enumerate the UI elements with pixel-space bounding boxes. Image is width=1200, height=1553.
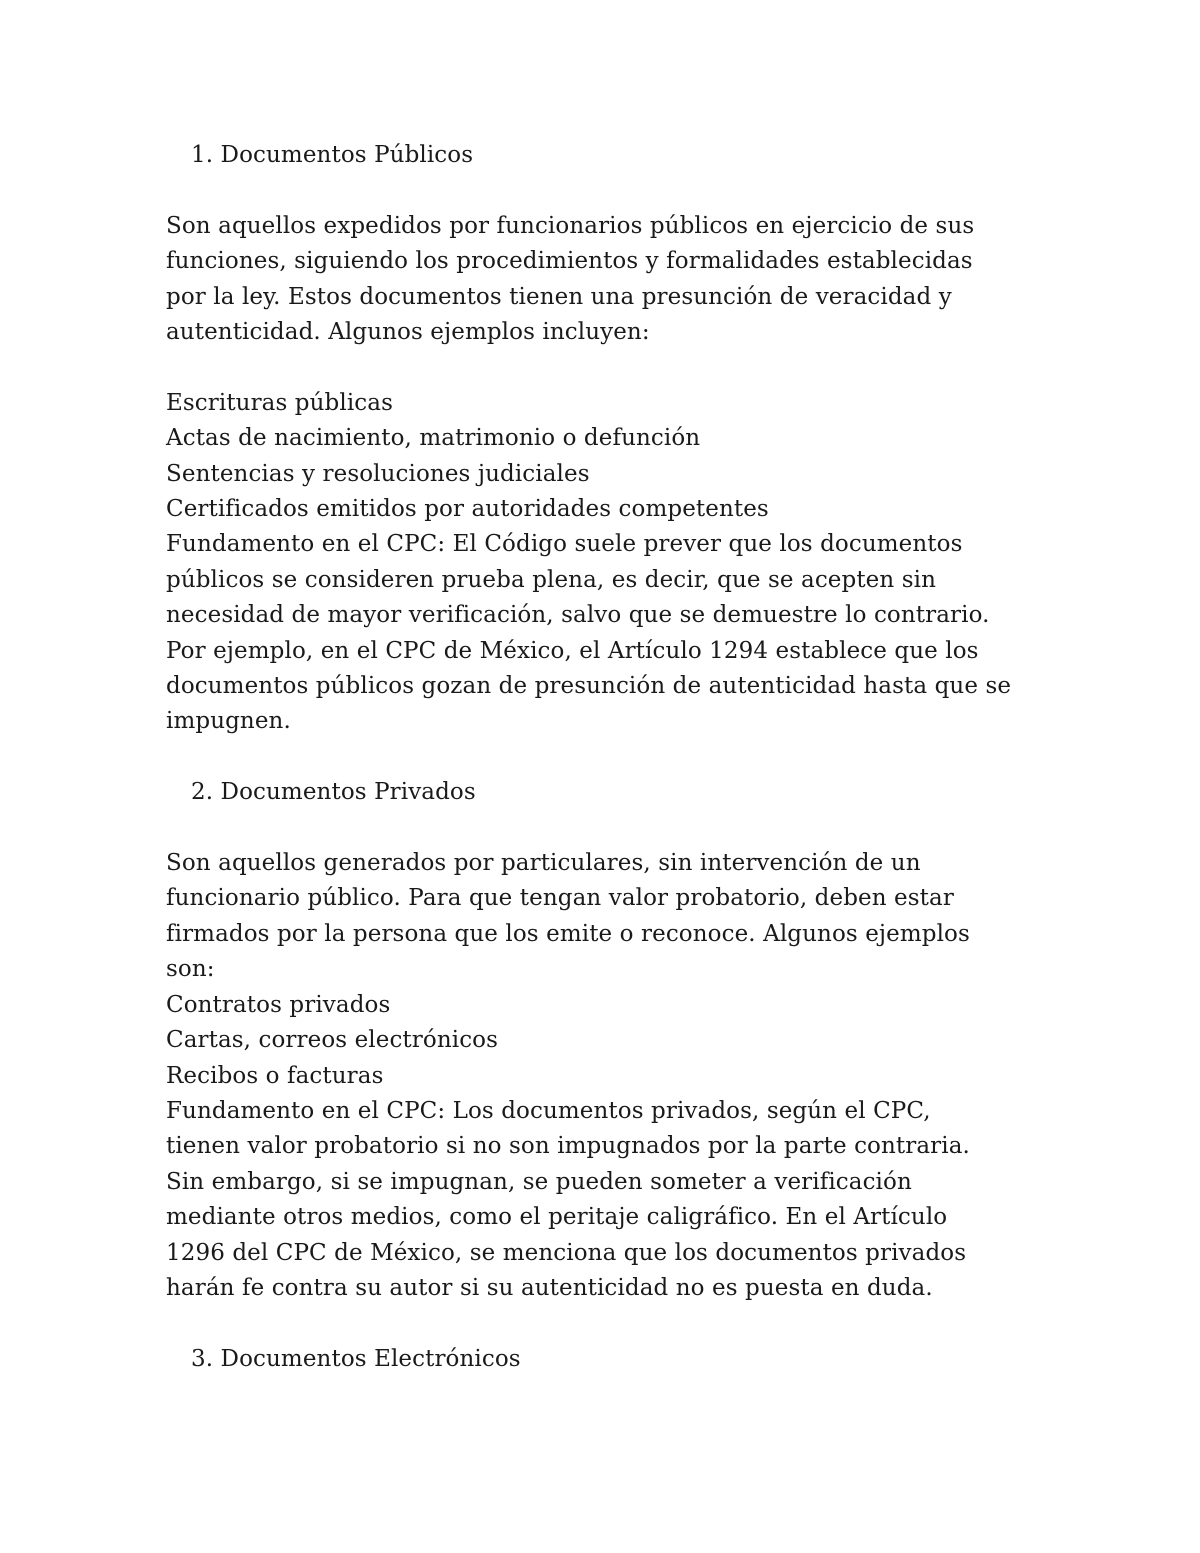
document-page (166, 138, 1066, 1377)
text-line: funciones, siguiendo los procedimientos y formalidades establecidas (166, 248, 973, 275)
text-line: funcionario público. Para que tengan valor probatorio, deben estar (166, 885, 954, 912)
text-line: harán fe contra su autor si su autenticidad no es puesta en duda. (166, 1274, 933, 1301)
text-line: Fundamento en el CPC: El Código suele prever que los documentos (166, 531, 963, 558)
list-item: Escrituras públicas (166, 389, 393, 416)
list-item: Contratos privados (166, 991, 391, 1018)
spacer (166, 811, 1066, 846)
text-line: por la ley. Estos documentos tienen una presunción de veracidad y (166, 283, 952, 310)
spacer (166, 1306, 1066, 1341)
text-line: autenticidad. Algunos ejemplos incluyen: (166, 319, 650, 346)
spacer (166, 173, 1066, 208)
section-1-fundamento (166, 527, 1066, 739)
section-2-intro (166, 846, 1066, 988)
text-line: Sin embargo, si se impugnan, se pueden someter a verificación (166, 1168, 912, 1195)
list-item: Cartas, correos electrónicos (166, 1027, 499, 1054)
text-line: tienen valor probatorio si no son impugnados por la parte contraria. (166, 1133, 970, 1160)
text-line: 1296 del CPC de México, se menciona que los documentos privados (166, 1239, 967, 1266)
spacer (166, 350, 1066, 385)
section-1-intro (166, 209, 1066, 351)
list-item: Actas de nacimiento, matrimonio o defunción (166, 425, 701, 452)
text-line: necesidad de mayor verificación, salvo que se demuestre lo contrario. (166, 602, 990, 629)
text-line: Fundamento en el CPC: Los documentos privados, según el CPC, (166, 1097, 931, 1124)
list-item: Certificados emitidos por autoridades competentes (166, 496, 769, 523)
text-line: son: (166, 956, 215, 983)
list-item: Recibos o facturas (166, 1062, 384, 1089)
text-line: mediante otros medios, como el peritaje caligráfico. En el Artículo (166, 1204, 948, 1231)
section-2-heading: 2. Documentos Privados (191, 779, 476, 806)
list-item: Sentencias y resoluciones judiciales (166, 460, 590, 487)
spacer (166, 740, 1066, 775)
text-line: firmados por la persona que los emite o reconoce. Algunos ejemplos (166, 920, 970, 947)
text-line: Por ejemplo, en el CPC de México, el Artículo 1294 establece que los (166, 637, 979, 664)
section-2-fundamento (166, 1094, 1066, 1306)
section-1-heading: 1. Documentos Públicos (191, 142, 474, 168)
text-line: públicos se consideren prueba plena, es decir, que se acepten sin (166, 566, 936, 593)
section-3-heading: 3. Documentos Electrónicos (191, 1345, 521, 1372)
section-1-examples (166, 386, 1066, 528)
text-line: impugnen. (166, 708, 291, 735)
text-line: Son aquellos expedidos por funcionarios públicos en ejercicio de sus (166, 212, 975, 239)
section-2-examples (166, 988, 1066, 1094)
text-line: documentos públicos gozan de presunción de autenticidad hasta que se (166, 673, 1012, 700)
text-line: Son aquellos generados por particulares, sin intervención de un (166, 850, 921, 877)
